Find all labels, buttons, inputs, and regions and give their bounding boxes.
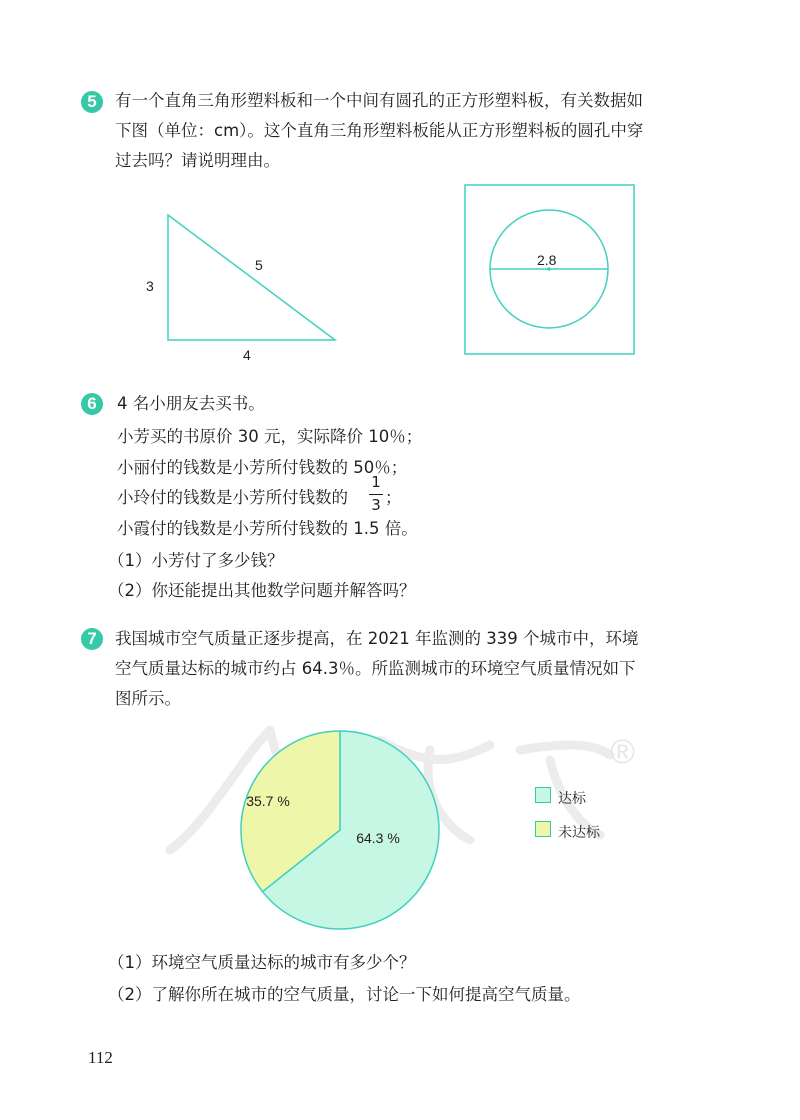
triangle-horizontal-leg-label: 4	[243, 347, 251, 363]
question-6-badge: 6	[81, 393, 103, 415]
legend-unmet-label: 未达标	[558, 825, 600, 841]
question-7-sub-2: （2）了解你所在城市的空气质量，讨论一下如何提高空气质量。	[108, 985, 581, 1004]
question-6-line-1: 小芳买的书原价 30 元，实际降价 10％；	[117, 427, 423, 446]
legend-unmet-swatch	[535, 821, 551, 837]
triangle-hypotenuse-label: 5	[255, 257, 263, 273]
question-6-line-2: 小丽付的钱数是小芳所付钱数的 50％；	[117, 458, 408, 477]
triangle-vertical-leg-label: 3	[146, 278, 154, 294]
page-number: 112	[88, 1048, 113, 1067]
legend-met-label: 达标	[558, 791, 586, 807]
question-7-line-2: 空气质量达标的城市约占 64.3％。所监测城市的环境空气质量情况如下	[115, 659, 636, 678]
question-6-sub-2: （2）你还能提出其他数学问题并解答吗？	[108, 581, 416, 600]
question-7-line-1: 我国城市空气质量正逐步提高，在 2021 年监测的 339 个城市中，环境	[115, 629, 639, 648]
question-6-sub-1: （1）小芳付了多少钱？	[108, 551, 284, 570]
fraction-denominator: 3	[371, 496, 381, 514]
question-7-badge: 7	[81, 628, 103, 650]
question-5-line-3: 过去吗？请说明理由。	[115, 151, 280, 170]
question-6-intro: 4 名小朋友去买书。	[117, 394, 265, 413]
question-6-line-3-end: ；	[385, 488, 402, 507]
question-5-badge: 5	[81, 91, 103, 113]
question-5-line-2: 下图（单位：cm）。这个直角三角形塑料板能从正方形塑料板的圆孔中穿	[115, 121, 644, 140]
fraction-numerator: 1	[371, 473, 381, 491]
question-6-line-4: 小霞付的钱数是小芳所付钱数的 1.5 倍。	[117, 519, 418, 538]
legend-met-swatch	[535, 787, 551, 803]
pie-label-unmet: 35.7 %	[246, 793, 290, 809]
question-7-line-3: 图所示。	[115, 689, 181, 708]
pie-label-met: 64.3 %	[356, 830, 400, 846]
question-5-line-1: 有一个直角三角形塑料板和一个中间有圆孔的正方形塑料板，有关数据如	[115, 91, 643, 110]
question-6-line-3: 小玲付的钱数是小芳所付钱数的	[117, 488, 348, 507]
question-7-sub-1: （1）环境空气质量达标的城市有多少个？	[108, 953, 416, 972]
circle-diameter-label: 2.8	[537, 252, 557, 268]
registered-mark: ®	[610, 733, 636, 771]
